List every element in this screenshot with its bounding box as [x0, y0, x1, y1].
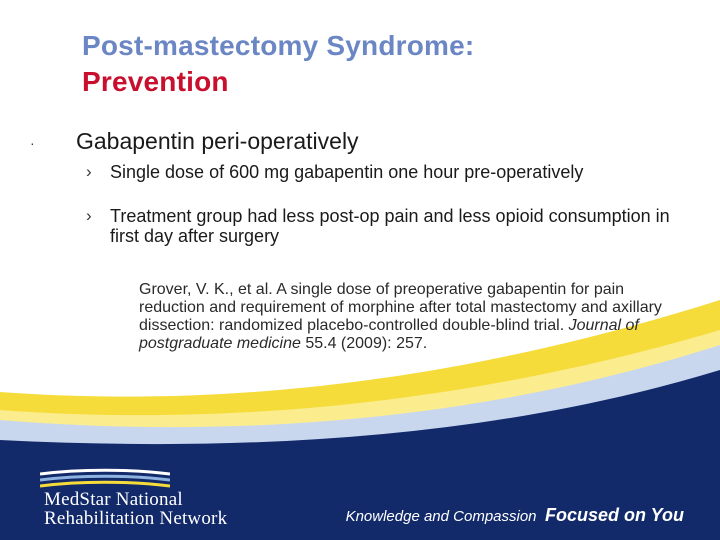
tagline-bold: Focused on You	[544, 505, 684, 525]
sub-bullet-marker: ›	[86, 162, 92, 181]
org-name-line-2: Rehabilitation Network	[44, 508, 228, 529]
bullet-item: Gabapentin peri-operatively	[76, 128, 359, 154]
tagline-light: Knowledge and Compassion	[345, 508, 537, 525]
org-name	[44, 490, 227, 528]
org-name-line-1: MedStar National	[44, 489, 183, 510]
citation	[139, 281, 667, 353]
sub-bullet-item: Treatment group had less post-op pain and less opioid consumption in first day after surgery	[110, 206, 670, 246]
medstar-logo-icon	[40, 468, 170, 490]
citation-journal: Journal of postgraduate medicine	[139, 317, 639, 352]
title-line-1: Post-mastectomy Syndrome:	[82, 30, 475, 61]
citation-text: Grover, V. K., et al. A single dose of preoperative gabapentin for pain reduction and requirement of morphine after total mastectomy and axillary dissection: randomized placebo-controlled double-blind trial.	[139, 281, 662, 334]
sub-bullet-item: Single dose of 600 mg gabapentin one hour pre-operatively	[110, 162, 584, 182]
bullet-marker: ·	[30, 135, 35, 151]
slide-title	[82, 28, 474, 100]
title-line-2: Prevention	[82, 66, 229, 97]
tagline	[346, 505, 684, 526]
citation-volume: 55.4 (2009): 257.	[305, 335, 428, 352]
sub-bullet-marker: ›	[86, 206, 92, 225]
